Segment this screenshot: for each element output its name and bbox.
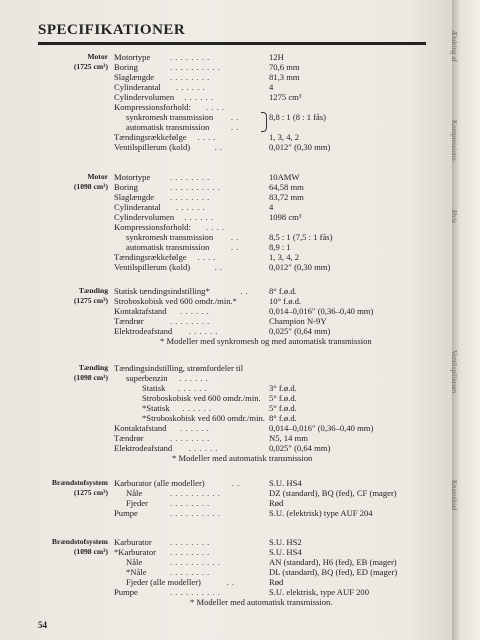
leader-dots: . . . . . . bbox=[180, 423, 210, 433]
spec-label: Nåle bbox=[126, 557, 143, 567]
spec-value: 1, 3, 4, 2 bbox=[269, 132, 300, 142]
leader-dots: . . . . . . . . bbox=[170, 567, 210, 577]
leader-dots: . . bbox=[226, 577, 235, 587]
spec-value: DZ (standard), BQ (fed), CF (mager) bbox=[269, 488, 397, 498]
next-page-edge bbox=[452, 0, 480, 640]
page-number: 54 bbox=[38, 620, 47, 630]
spec-label: Cylindervolumen bbox=[114, 212, 175, 222]
leader-dots: . . . . bbox=[206, 102, 225, 112]
spec-label: Karburator bbox=[114, 537, 152, 547]
spec-label: Kompressionsforhold: bbox=[114, 102, 191, 112]
spec-label: Kontaktafstand bbox=[114, 423, 167, 433]
spec-value: 0,025″ (0,64 mm) bbox=[269, 443, 331, 453]
spec-label: Tændrør bbox=[114, 316, 144, 326]
leader-dots: . . . . . . . . bbox=[170, 547, 210, 557]
section-sublabel: (1275 cm³) bbox=[73, 296, 108, 305]
leader-dots: . . . . . . . . . . bbox=[170, 62, 221, 72]
spec-label: Ventilspillerum (kold) bbox=[114, 142, 191, 152]
spec-label: *Statisk bbox=[142, 403, 170, 413]
spec-value: 1275 cm³ bbox=[269, 92, 302, 102]
spec-label: superbenzin bbox=[126, 373, 168, 383]
spec-value: 70,6 mm bbox=[269, 62, 300, 72]
leader-dots: . . . . . . . . bbox=[170, 172, 210, 182]
spec-label: Stroboskobisk ved 600 omdr./min. bbox=[142, 393, 261, 403]
spec-label: Karburator (alle modeller) bbox=[114, 478, 205, 488]
leader-dots: . . bbox=[230, 242, 239, 252]
edge-text: Hvis bbox=[450, 210, 458, 224]
spec-label: Motortype bbox=[114, 172, 151, 182]
leader-dots: . . bbox=[230, 122, 239, 132]
leader-dots: . . . . . . . . . . bbox=[170, 557, 221, 567]
spec-label: Cylindervolumen bbox=[114, 92, 175, 102]
leader-dots: . . . . bbox=[197, 252, 216, 262]
leader-dots: . . . . bbox=[197, 132, 216, 142]
spec-label: Ventilspillerum (kold) bbox=[114, 262, 191, 272]
spec-value: 8,5 : 1 (7,5 : 1 fås) bbox=[269, 232, 333, 242]
spec-label: Kontaktafstand bbox=[114, 306, 167, 316]
leader-dots: . . . . . . . . bbox=[170, 537, 210, 547]
leader-dots: . . . . . . . . . . bbox=[170, 508, 221, 518]
spec-value: S.U. HS2 bbox=[269, 537, 302, 547]
spec-label: *Stroboskobisk ved 600 omdr./min. bbox=[142, 413, 265, 423]
footnote: * Modeller med automatisk transmission. bbox=[190, 597, 333, 607]
spec-value: 10AMW bbox=[269, 172, 300, 182]
spec-value: 5° f.ø.d. bbox=[269, 403, 297, 413]
leader-dots: . . . . . . bbox=[180, 306, 210, 316]
spec-label: Nåle bbox=[126, 488, 143, 498]
leader-dots: . . bbox=[231, 478, 240, 488]
edge-text: Ventilspillerum bbox=[450, 350, 458, 394]
leader-dots: . . . . . . bbox=[179, 373, 209, 383]
spec-value: 8,8 : 1 (8 : 1 fås) bbox=[269, 112, 327, 122]
leader-dots: . . bbox=[240, 286, 249, 296]
spec-value: 1098 cm³ bbox=[269, 212, 302, 222]
leader-dots: . . . . . . bbox=[188, 326, 218, 336]
spec-value: 81,3 mm bbox=[269, 72, 300, 82]
section-label: Brændstofsystem bbox=[51, 478, 108, 487]
section-sublabel: (1098 cm³) bbox=[73, 547, 108, 556]
leader-dots: . . . . . . . . . . bbox=[170, 587, 221, 597]
spec-label: automatisk transmission bbox=[126, 122, 210, 132]
spec-label: Pumpe bbox=[114, 587, 138, 597]
section-label: Motor bbox=[87, 52, 108, 61]
leader-dots: . . . . . . bbox=[184, 212, 214, 222]
leader-dots: . . . . . . bbox=[175, 202, 206, 212]
spec-value: S.U. (elektrisk) type AUF 204 bbox=[269, 508, 373, 518]
spec-label: Stroboskobisk ved 600 omdr./min.* bbox=[114, 296, 237, 306]
leader-dots: . . . . . . . . . . bbox=[170, 488, 221, 498]
spec-value: 0,012″ (0,30 mm) bbox=[269, 262, 331, 272]
spec-label: *Nåle bbox=[126, 567, 147, 577]
spec-label: Tændingsindstilling, strømfordeler til bbox=[114, 363, 244, 373]
page-heading: SPECIFIKATIONER bbox=[38, 22, 186, 38]
footnote: * Modeller med synkromesh og med automatisk transmission bbox=[160, 336, 372, 346]
leader-dots: . . . . . . bbox=[184, 92, 214, 102]
spec-value: 83,72 mm bbox=[269, 192, 304, 202]
spec-label: synkromesh transmission bbox=[126, 232, 214, 242]
spec-value: 0,012″ (0,30 mm) bbox=[269, 142, 331, 152]
spec-value: 0,014–0,016″ (0,36–0,40 mm) bbox=[269, 423, 374, 433]
spec-label: automatisk transmission bbox=[126, 242, 210, 252]
leader-dots: . . . . . . . . . . bbox=[170, 182, 221, 192]
leader-dots: . . bbox=[230, 112, 239, 122]
footnote: * Modeller med automatisk transmission bbox=[172, 453, 313, 463]
spec-value: 10° f.ø.d. bbox=[269, 296, 302, 306]
section-sublabel: (1275 cm³) bbox=[73, 488, 108, 497]
spec-value: 4 bbox=[269, 202, 274, 212]
spec-label: Tændrør bbox=[114, 433, 144, 443]
spec-value: Rød bbox=[269, 577, 284, 587]
spec-value: 1, 3, 4, 2 bbox=[269, 252, 300, 262]
spec-label: Tændingsrækkefølge bbox=[114, 252, 187, 262]
spec-value: S.U. HS4 bbox=[269, 478, 302, 488]
edge-text: Ændring af bbox=[450, 30, 458, 62]
section-label: Tænding bbox=[78, 286, 108, 295]
spec-value: Rød bbox=[269, 498, 284, 508]
compression-brace bbox=[261, 112, 267, 132]
spec-label: Fjeder bbox=[126, 498, 148, 508]
spec-value: S.U. HS4 bbox=[269, 547, 302, 557]
leader-dots: . . . . . . bbox=[188, 443, 218, 453]
section-label: Tænding bbox=[78, 363, 108, 372]
spec-value: 0,025″ (0,64 mm) bbox=[269, 326, 331, 336]
spec-label: Slaglængde bbox=[114, 192, 155, 202]
spec-label: Boring bbox=[114, 62, 138, 72]
leader-dots: . . bbox=[230, 232, 239, 242]
section-label: Brændstofsystem bbox=[51, 537, 108, 546]
spec-value: 8° f.ø.d. bbox=[269, 413, 297, 423]
spec-label: Boring bbox=[114, 182, 138, 192]
spec-label: Statisk tændingsindstilling* bbox=[114, 286, 210, 296]
spec-label: *Karburator bbox=[114, 547, 156, 557]
leader-dots: . . bbox=[214, 142, 223, 152]
leader-dots: . . . . . . . . bbox=[170, 72, 210, 82]
edge-text: Knastaksel bbox=[450, 480, 458, 511]
leader-dots: . . . . . . . . bbox=[170, 52, 210, 62]
spec-value: AN (standard), H6 (fed), EB (mager) bbox=[269, 557, 397, 567]
spec-label: Statisk bbox=[142, 383, 166, 393]
leader-dots: . . . . bbox=[206, 222, 225, 232]
spec-value: N5, 14 mm bbox=[269, 433, 308, 443]
spec-value: 12H bbox=[269, 52, 284, 62]
leader-dots: . . . . . . bbox=[175, 82, 206, 92]
spec-label: Motortype bbox=[114, 52, 151, 62]
leader-dots: . . . . . . bbox=[182, 403, 212, 413]
leader-dots: . . . . . . . . bbox=[170, 498, 210, 508]
spec-value: S.U. elektrisk, type AUF 200 bbox=[269, 587, 370, 597]
spec-label: Cylinderantal bbox=[114, 82, 161, 92]
leader-dots: . . bbox=[214, 262, 223, 272]
spec-label: Pumpe bbox=[114, 508, 138, 518]
leader-dots: . . . . . . . . bbox=[170, 192, 210, 202]
leader-dots: . . . . . . . . bbox=[170, 316, 210, 326]
edge-text: Kompressions- bbox=[450, 120, 458, 163]
heading-rule bbox=[38, 42, 426, 45]
spec-value: 4 bbox=[269, 82, 274, 92]
spec-label: Elektrodeafstand bbox=[114, 443, 173, 453]
spec-label: Elektrodeafstand bbox=[114, 326, 173, 336]
section-label: Motor bbox=[87, 172, 108, 181]
leader-dots: . . . . . . . . bbox=[170, 433, 210, 443]
spec-value: 5° f.ø.d. bbox=[269, 393, 297, 403]
section-sublabel: (1725 cm³) bbox=[73, 62, 108, 71]
spec-label: Kompressionsforhold: bbox=[114, 222, 191, 232]
section-sublabel: (1098 cm³) bbox=[73, 182, 108, 191]
leader-dots: . . . . . . bbox=[178, 383, 208, 393]
spec-value: 3° f.ø.d. bbox=[269, 383, 297, 393]
spec-value: 64,58 mm bbox=[269, 182, 304, 192]
spec-value: 8° f.ø.d. bbox=[269, 286, 297, 296]
spec-label: Tændingsrækkefølge bbox=[114, 132, 187, 142]
spec-value: Champion N-9Y bbox=[269, 316, 327, 326]
spec-label: synkromesh transmission bbox=[126, 112, 214, 122]
spec-value: 8,9 : 1 bbox=[269, 242, 291, 252]
spec-value: DL (standard), BQ (fed), ED (mager) bbox=[269, 567, 398, 577]
spec-value: 0,014–0,016″ (0,36–0,40 mm) bbox=[269, 306, 374, 316]
spec-label: Cylinderantal bbox=[114, 202, 161, 212]
section-sublabel: (1098 cm³) bbox=[73, 373, 108, 382]
spec-label: Fjeder (alle modeller) bbox=[126, 577, 201, 587]
spec-label: Slaglængde bbox=[114, 72, 155, 82]
